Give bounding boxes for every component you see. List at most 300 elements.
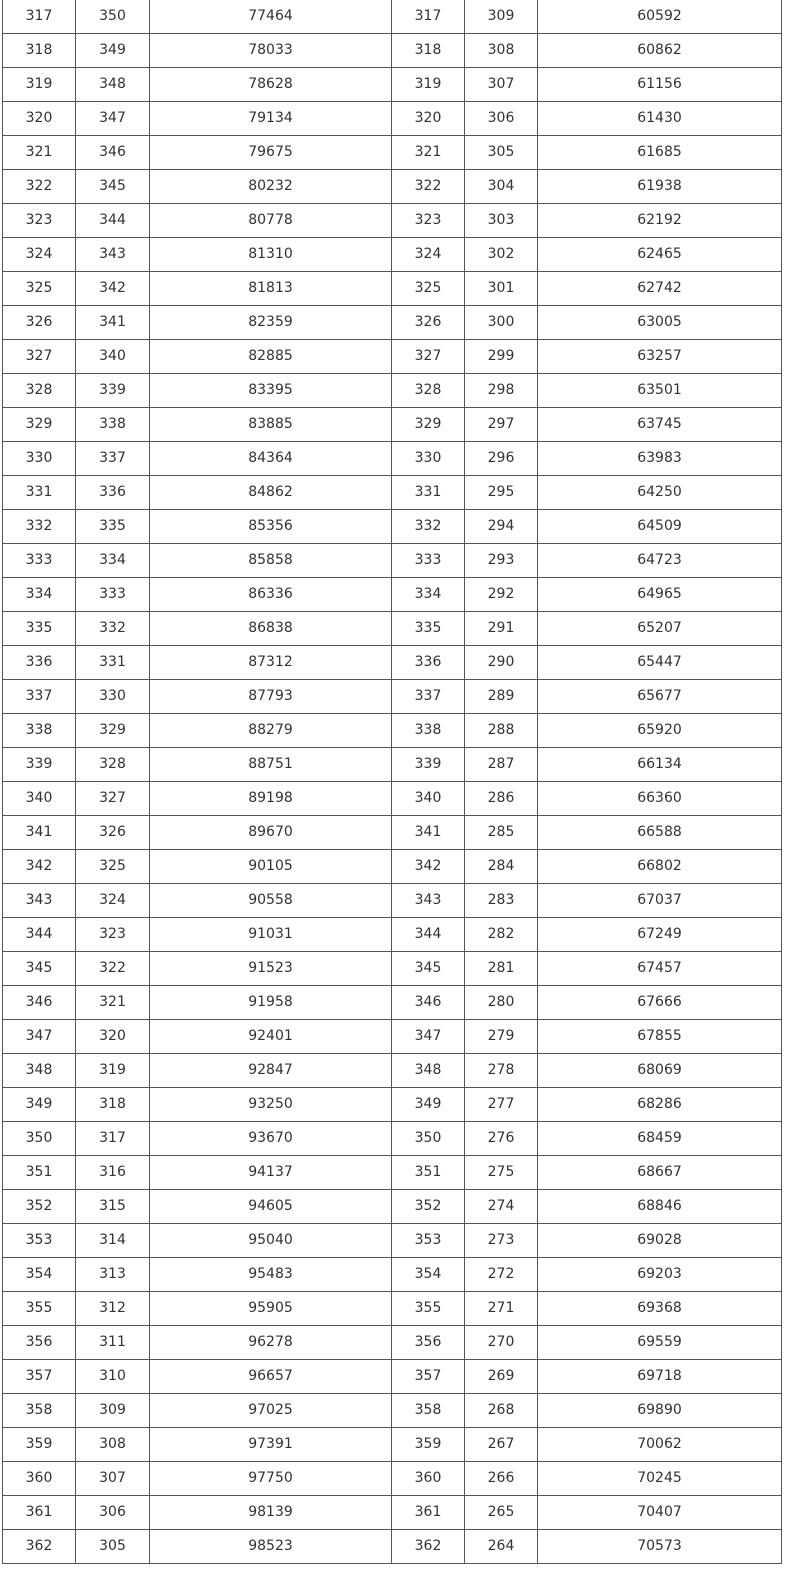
cell-rank-b: 352	[392, 1190, 465, 1224]
cell-cumulative-b: 67855	[538, 1020, 782, 1054]
cell-rank-b: 361	[392, 1496, 465, 1530]
cell-rank-b: 329	[392, 408, 465, 442]
cell-score-b: 288	[465, 714, 538, 748]
cell-score-a: 349	[76, 34, 150, 68]
table-row	[3, 34, 782, 68]
cell-cumulative-b: 67666	[538, 986, 782, 1020]
table-row	[3, 1428, 782, 1462]
cell-rank-a: 362	[3, 1530, 76, 1564]
cell-cumulative-a: 93670	[150, 1122, 392, 1156]
cell-cumulative-b: 64723	[538, 544, 782, 578]
cell-score-b: 297	[465, 408, 538, 442]
table-row	[3, 1020, 782, 1054]
cell-score-a: 319	[76, 1054, 150, 1088]
table-row	[3, 442, 782, 476]
cell-rank-a: 326	[3, 306, 76, 340]
cell-cumulative-b: 69203	[538, 1258, 782, 1292]
cell-rank-a: 337	[3, 680, 76, 714]
cell-rank-b: 360	[392, 1462, 465, 1496]
cell-rank-b: 323	[392, 204, 465, 238]
cell-rank-a: 336	[3, 646, 76, 680]
cell-score-a: 340	[76, 340, 150, 374]
table-row	[3, 374, 782, 408]
cell-cumulative-a: 86336	[150, 578, 392, 612]
cell-score-a: 344	[76, 204, 150, 238]
table-row	[3, 1292, 782, 1326]
cell-cumulative-b: 66588	[538, 816, 782, 850]
cell-score-b: 299	[465, 340, 538, 374]
cell-score-a: 316	[76, 1156, 150, 1190]
cell-cumulative-a: 77464	[150, 0, 392, 34]
cell-rank-a: 323	[3, 204, 76, 238]
cell-rank-a: 358	[3, 1394, 76, 1428]
cell-cumulative-a: 84364	[150, 442, 392, 476]
cell-score-a: 337	[76, 442, 150, 476]
table-row	[3, 340, 782, 374]
cell-cumulative-a: 91958	[150, 986, 392, 1020]
cell-cumulative-b: 63005	[538, 306, 782, 340]
cell-score-b: 267	[465, 1428, 538, 1462]
cell-rank-a: 348	[3, 1054, 76, 1088]
cell-cumulative-b: 70062	[538, 1428, 782, 1462]
cell-rank-a: 356	[3, 1326, 76, 1360]
cell-score-a: 347	[76, 102, 150, 136]
cell-rank-b: 341	[392, 816, 465, 850]
cell-score-b: 276	[465, 1122, 538, 1156]
cell-rank-a: 341	[3, 816, 76, 850]
cell-cumulative-a: 94605	[150, 1190, 392, 1224]
cell-score-b: 280	[465, 986, 538, 1020]
cell-score-b: 305	[465, 136, 538, 170]
table-row	[3, 1326, 782, 1360]
table-row	[3, 544, 782, 578]
cell-rank-b: 346	[392, 986, 465, 1020]
cell-rank-a: 328	[3, 374, 76, 408]
table-row	[3, 170, 782, 204]
cell-score-b: 264	[465, 1530, 538, 1564]
table-row	[3, 68, 782, 102]
cell-rank-a: 361	[3, 1496, 76, 1530]
table-row	[3, 204, 782, 238]
cell-rank-a: 347	[3, 1020, 76, 1054]
cell-rank-b: 334	[392, 578, 465, 612]
cell-rank-b: 322	[392, 170, 465, 204]
table-row	[3, 136, 782, 170]
cell-cumulative-b: 67249	[538, 918, 782, 952]
table-row	[3, 748, 782, 782]
table-row	[3, 238, 782, 272]
cell-cumulative-b: 63257	[538, 340, 782, 374]
cell-cumulative-a: 97391	[150, 1428, 392, 1462]
cell-score-b: 301	[465, 272, 538, 306]
cell-score-b: 289	[465, 680, 538, 714]
cell-cumulative-a: 96278	[150, 1326, 392, 1360]
cell-rank-b: 354	[392, 1258, 465, 1292]
cell-rank-a: 350	[3, 1122, 76, 1156]
cell-rank-b: 355	[392, 1292, 465, 1326]
cell-rank-b: 336	[392, 646, 465, 680]
cell-score-a: 308	[76, 1428, 150, 1462]
cell-rank-b: 335	[392, 612, 465, 646]
cell-score-a: 307	[76, 1462, 150, 1496]
cell-cumulative-a: 93250	[150, 1088, 392, 1122]
table-row	[3, 850, 782, 884]
cell-rank-b: 351	[392, 1156, 465, 1190]
cell-score-b: 274	[465, 1190, 538, 1224]
table-row	[3, 272, 782, 306]
cell-rank-b: 324	[392, 238, 465, 272]
cell-cumulative-b: 67457	[538, 952, 782, 986]
cell-score-a: 306	[76, 1496, 150, 1530]
cell-rank-b: 347	[392, 1020, 465, 1054]
cell-rank-a: 319	[3, 68, 76, 102]
cell-rank-b: 326	[392, 306, 465, 340]
cell-score-b: 294	[465, 510, 538, 544]
cell-cumulative-a: 88751	[150, 748, 392, 782]
cell-cumulative-a: 85356	[150, 510, 392, 544]
cell-score-a: 325	[76, 850, 150, 884]
cell-cumulative-b: 69718	[538, 1360, 782, 1394]
table-row	[3, 408, 782, 442]
cell-cumulative-b: 61938	[538, 170, 782, 204]
cell-score-b: 309	[465, 0, 538, 34]
cell-cumulative-a: 78628	[150, 68, 392, 102]
cell-rank-b: 349	[392, 1088, 465, 1122]
cell-cumulative-b: 68459	[538, 1122, 782, 1156]
cell-score-b: 291	[465, 612, 538, 646]
cell-score-b: 290	[465, 646, 538, 680]
cell-cumulative-a: 98139	[150, 1496, 392, 1530]
cell-score-a: 342	[76, 272, 150, 306]
cell-cumulative-b: 65447	[538, 646, 782, 680]
cell-score-a: 318	[76, 1088, 150, 1122]
table-row	[3, 510, 782, 544]
cell-score-a: 334	[76, 544, 150, 578]
cell-cumulative-a: 83885	[150, 408, 392, 442]
cell-cumulative-a: 91523	[150, 952, 392, 986]
cell-cumulative-a: 96657	[150, 1360, 392, 1394]
cell-score-a: 331	[76, 646, 150, 680]
cell-rank-b: 328	[392, 374, 465, 408]
cell-score-a: 313	[76, 1258, 150, 1292]
cell-rank-a: 354	[3, 1258, 76, 1292]
cell-score-b: 295	[465, 476, 538, 510]
cell-cumulative-a: 86838	[150, 612, 392, 646]
cell-cumulative-a: 84862	[150, 476, 392, 510]
cell-score-a: 314	[76, 1224, 150, 1258]
cell-score-a: 311	[76, 1326, 150, 1360]
cell-rank-a: 346	[3, 986, 76, 1020]
cell-score-b: 292	[465, 578, 538, 612]
cell-rank-b: 362	[392, 1530, 465, 1564]
cell-cumulative-b: 63745	[538, 408, 782, 442]
cell-cumulative-b: 70573	[538, 1530, 782, 1564]
cell-cumulative-a: 90558	[150, 884, 392, 918]
cell-score-a: 338	[76, 408, 150, 442]
table-row	[3, 102, 782, 136]
cell-rank-a: 320	[3, 102, 76, 136]
cell-score-a: 336	[76, 476, 150, 510]
cell-score-b: 269	[465, 1360, 538, 1394]
cell-score-b: 266	[465, 1462, 538, 1496]
cell-score-a: 320	[76, 1020, 150, 1054]
cell-cumulative-b: 68667	[538, 1156, 782, 1190]
cell-rank-a: 330	[3, 442, 76, 476]
cell-cumulative-a: 92847	[150, 1054, 392, 1088]
cell-cumulative-b: 69890	[538, 1394, 782, 1428]
table-row	[3, 884, 782, 918]
table-row	[3, 986, 782, 1020]
table-body	[3, 0, 782, 1564]
cell-score-a: 322	[76, 952, 150, 986]
cell-score-b: 285	[465, 816, 538, 850]
cell-score-b: 279	[465, 1020, 538, 1054]
table-row	[3, 714, 782, 748]
cell-rank-b: 333	[392, 544, 465, 578]
cell-rank-b: 343	[392, 884, 465, 918]
cell-rank-a: 338	[3, 714, 76, 748]
cell-score-b: 298	[465, 374, 538, 408]
cell-score-b: 282	[465, 918, 538, 952]
cell-rank-a: 345	[3, 952, 76, 986]
cell-cumulative-b: 62465	[538, 238, 782, 272]
cell-score-a: 321	[76, 986, 150, 1020]
table-row	[3, 1190, 782, 1224]
cell-rank-b: 317	[392, 0, 465, 34]
cell-cumulative-a: 81310	[150, 238, 392, 272]
cell-score-a: 341	[76, 306, 150, 340]
cell-cumulative-a: 94137	[150, 1156, 392, 1190]
table-row	[3, 612, 782, 646]
cell-cumulative-a: 89670	[150, 816, 392, 850]
cell-rank-b: 318	[392, 34, 465, 68]
cell-rank-b: 359	[392, 1428, 465, 1462]
cell-rank-b: 340	[392, 782, 465, 816]
cell-score-a: 326	[76, 816, 150, 850]
cell-cumulative-a: 91031	[150, 918, 392, 952]
cell-cumulative-a: 90105	[150, 850, 392, 884]
cell-score-a: 323	[76, 918, 150, 952]
cell-cumulative-b: 70245	[538, 1462, 782, 1496]
cell-cumulative-b: 65677	[538, 680, 782, 714]
cell-cumulative-a: 92401	[150, 1020, 392, 1054]
cell-rank-b: 319	[392, 68, 465, 102]
table-row	[3, 1496, 782, 1530]
cell-score-a: 305	[76, 1530, 150, 1564]
cell-cumulative-b: 60592	[538, 0, 782, 34]
cell-score-b: 283	[465, 884, 538, 918]
cell-cumulative-b: 62742	[538, 272, 782, 306]
table-row	[3, 816, 782, 850]
cell-score-a: 317	[76, 1122, 150, 1156]
cell-score-b: 308	[465, 34, 538, 68]
cell-cumulative-b: 69028	[538, 1224, 782, 1258]
cell-cumulative-a: 80778	[150, 204, 392, 238]
cell-cumulative-a: 87312	[150, 646, 392, 680]
cell-rank-a: 357	[3, 1360, 76, 1394]
cell-cumulative-a: 79134	[150, 102, 392, 136]
table-row	[3, 782, 782, 816]
cell-cumulative-a: 95040	[150, 1224, 392, 1258]
cell-score-b: 272	[465, 1258, 538, 1292]
cell-cumulative-b: 64250	[538, 476, 782, 510]
table-row	[3, 1156, 782, 1190]
cell-rank-b: 327	[392, 340, 465, 374]
cell-score-b: 284	[465, 850, 538, 884]
cell-rank-b: 337	[392, 680, 465, 714]
cell-rank-a: 352	[3, 1190, 76, 1224]
cell-score-b: 300	[465, 306, 538, 340]
table-row	[3, 1530, 782, 1564]
cell-rank-a: 322	[3, 170, 76, 204]
cell-score-b: 271	[465, 1292, 538, 1326]
cell-rank-a: 349	[3, 1088, 76, 1122]
cell-cumulative-a: 79675	[150, 136, 392, 170]
cell-score-a: 315	[76, 1190, 150, 1224]
cell-cumulative-a: 95905	[150, 1292, 392, 1326]
cell-cumulative-a: 82885	[150, 340, 392, 374]
cell-score-a: 329	[76, 714, 150, 748]
cell-rank-b: 348	[392, 1054, 465, 1088]
cell-rank-a: 318	[3, 34, 76, 68]
cell-rank-a: 334	[3, 578, 76, 612]
cell-score-b: 275	[465, 1156, 538, 1190]
cell-cumulative-b: 68069	[538, 1054, 782, 1088]
cell-rank-a: 360	[3, 1462, 76, 1496]
cell-rank-a: 333	[3, 544, 76, 578]
cell-score-a: 348	[76, 68, 150, 102]
cell-cumulative-b: 63501	[538, 374, 782, 408]
cell-rank-b: 338	[392, 714, 465, 748]
cell-rank-a: 351	[3, 1156, 76, 1190]
cell-rank-a: 325	[3, 272, 76, 306]
cell-rank-a: 324	[3, 238, 76, 272]
cell-score-a: 312	[76, 1292, 150, 1326]
cell-cumulative-b: 60862	[538, 34, 782, 68]
cell-cumulative-a: 87793	[150, 680, 392, 714]
table-row	[3, 646, 782, 680]
cell-cumulative-b: 68286	[538, 1088, 782, 1122]
cell-score-a: 328	[76, 748, 150, 782]
cell-score-a: 309	[76, 1394, 150, 1428]
cell-cumulative-a: 83395	[150, 374, 392, 408]
table-row	[3, 1258, 782, 1292]
table-row	[3, 918, 782, 952]
cell-score-b: 268	[465, 1394, 538, 1428]
cell-rank-b: 321	[392, 136, 465, 170]
cell-score-b: 265	[465, 1496, 538, 1530]
cell-rank-a: 353	[3, 1224, 76, 1258]
cell-score-a: 350	[76, 0, 150, 34]
table-row	[3, 476, 782, 510]
cell-cumulative-a: 80232	[150, 170, 392, 204]
cell-score-b: 277	[465, 1088, 538, 1122]
cell-rank-b: 339	[392, 748, 465, 782]
cell-rank-a: 317	[3, 0, 76, 34]
cell-cumulative-a: 85858	[150, 544, 392, 578]
cell-cumulative-a: 82359	[150, 306, 392, 340]
cell-rank-a: 339	[3, 748, 76, 782]
cell-rank-a: 342	[3, 850, 76, 884]
cell-score-b: 306	[465, 102, 538, 136]
cell-rank-b: 342	[392, 850, 465, 884]
table-row	[3, 1360, 782, 1394]
cell-score-b: 273	[465, 1224, 538, 1258]
cell-rank-a: 340	[3, 782, 76, 816]
cell-cumulative-a: 81813	[150, 272, 392, 306]
cell-score-b: 286	[465, 782, 538, 816]
cell-cumulative-b: 64509	[538, 510, 782, 544]
cell-score-b: 304	[465, 170, 538, 204]
table-row	[3, 1394, 782, 1428]
cell-cumulative-a: 97025	[150, 1394, 392, 1428]
cell-score-a: 333	[76, 578, 150, 612]
cell-score-b: 270	[465, 1326, 538, 1360]
cell-cumulative-a: 78033	[150, 34, 392, 68]
cell-cumulative-b: 70407	[538, 1496, 782, 1530]
table-row	[3, 0, 782, 34]
cell-cumulative-b: 65207	[538, 612, 782, 646]
cell-rank-b: 331	[392, 476, 465, 510]
cell-score-b: 278	[465, 1054, 538, 1088]
cell-score-b: 302	[465, 238, 538, 272]
cell-rank-b: 350	[392, 1122, 465, 1156]
cell-score-a: 343	[76, 238, 150, 272]
cell-score-b: 281	[465, 952, 538, 986]
cell-rank-b: 358	[392, 1394, 465, 1428]
cell-cumulative-a: 95483	[150, 1258, 392, 1292]
cell-rank-b: 344	[392, 918, 465, 952]
cell-rank-a: 327	[3, 340, 76, 374]
cell-cumulative-b: 61685	[538, 136, 782, 170]
cell-rank-a: 329	[3, 408, 76, 442]
cell-score-a: 330	[76, 680, 150, 714]
cell-score-a: 310	[76, 1360, 150, 1394]
score-rank-table	[2, 0, 782, 1564]
cell-score-a: 346	[76, 136, 150, 170]
cell-cumulative-b: 69559	[538, 1326, 782, 1360]
cell-rank-b: 330	[392, 442, 465, 476]
cell-rank-a: 343	[3, 884, 76, 918]
cell-cumulative-b: 69368	[538, 1292, 782, 1326]
cell-cumulative-a: 88279	[150, 714, 392, 748]
cell-rank-a: 331	[3, 476, 76, 510]
table-row	[3, 578, 782, 612]
cell-score-a: 345	[76, 170, 150, 204]
cell-score-a: 327	[76, 782, 150, 816]
cell-rank-b: 353	[392, 1224, 465, 1258]
cell-score-a: 335	[76, 510, 150, 544]
cell-cumulative-b: 66802	[538, 850, 782, 884]
cell-rank-b: 357	[392, 1360, 465, 1394]
cell-score-b: 303	[465, 204, 538, 238]
cell-cumulative-b: 65920	[538, 714, 782, 748]
cell-rank-a: 332	[3, 510, 76, 544]
cell-rank-a: 335	[3, 612, 76, 646]
cell-rank-b: 332	[392, 510, 465, 544]
cell-cumulative-a: 97750	[150, 1462, 392, 1496]
cell-cumulative-a: 98523	[150, 1530, 392, 1564]
cell-cumulative-b: 66360	[538, 782, 782, 816]
cell-score-b: 296	[465, 442, 538, 476]
cell-cumulative-b: 68846	[538, 1190, 782, 1224]
cell-rank-b: 345	[392, 952, 465, 986]
cell-cumulative-b: 67037	[538, 884, 782, 918]
cell-cumulative-b: 62192	[538, 204, 782, 238]
table-row	[3, 1054, 782, 1088]
cell-rank-b: 325	[392, 272, 465, 306]
cell-cumulative-b: 63983	[538, 442, 782, 476]
